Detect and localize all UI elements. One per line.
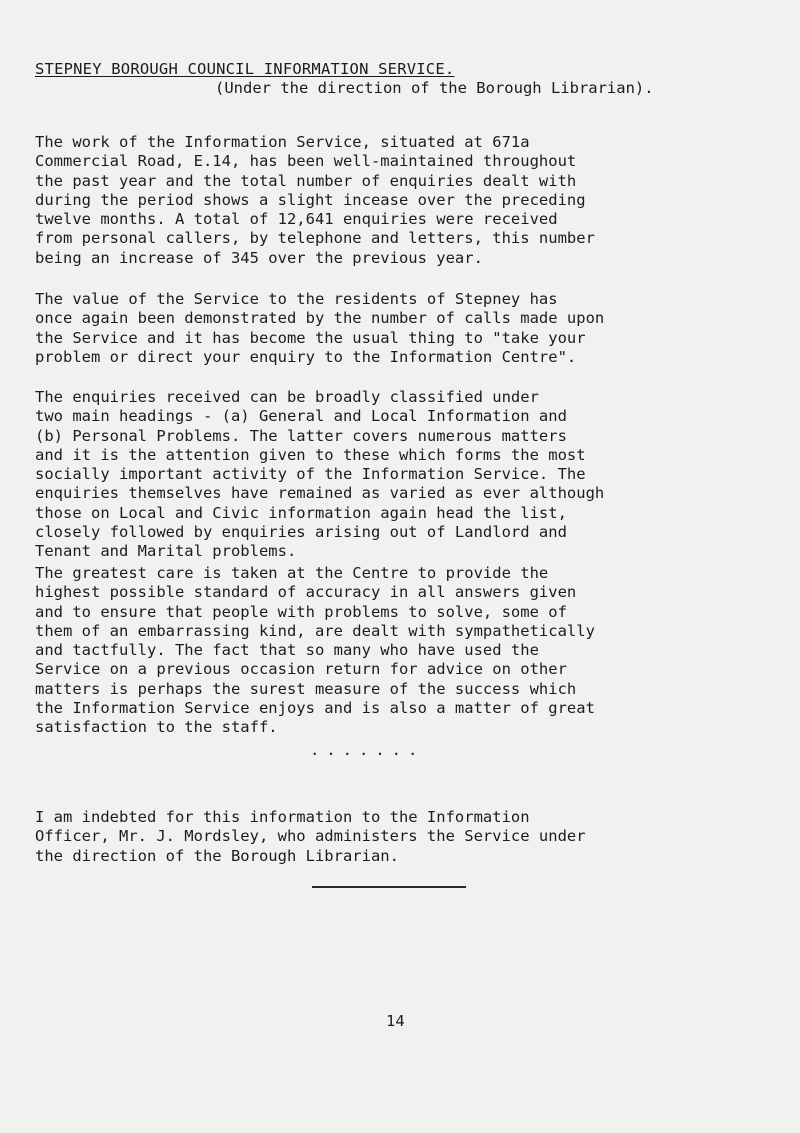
section-separator: ....... — [310, 741, 425, 759]
paragraph-enquiries-total: The work of the Information Service, situated at 671a Commercial Road, E.14, has been well-maintained throughout the past year and the total number of enquiries dealt with during the period shows a slight incease over the preceding twelve months. A total of 12,641 enquiries were received from personal callers, by telephone and letters, this number being an increase of 345 over the previous year. — [35, 133, 595, 267]
paragraph-service-value: The value of the Service to the residents of Stepney has once again been demonstrated by the number of calls made upon the Service and it has become the usual thing to "take your problem or direct your enquiry to the Information Centre". — [35, 290, 605, 366]
page-number: 14 — [386, 1012, 405, 1030]
document-title: STEPNEY BOROUGH COUNCIL INFORMATION SERVICE. — [35, 60, 455, 78]
document-subtitle: (Under the direction of the Borough Librarian). — [215, 79, 654, 97]
paragraph-enquiry-classification: The enquiries received can be broadly classified under two main headings - (a) General and Local Information and (b) Personal Problems. The latter covers numerous matters and it is the attention given to these which forms the most socially important activity of the Information Service. The enquiries themselves have remained as varied as ever although those on Local and Civic information again head the list, closely followed by enquiries arising out of Landlord and Tenant and Marital problems. — [35, 388, 605, 561]
paragraph-accuracy-care: The greatest care is taken at the Centre to provide the highest possible standard of accuracy in all answers given and to ensure that people with problems to solve, some of them of an embarrassing kind, are dealt with sympathetically and tactfully. The fact that so many who have used the Service on a previous occasion return for advice on other matters is perhaps the surest measure of the success which the Information Service enjoys and is also a matter of great satisfaction to the staff. — [35, 564, 595, 737]
paragraph-acknowledgement: I am indebted for this information to the Information Officer, Mr. J. Mordsley, who administers the Service under the direction of the Borough Librarian. — [35, 808, 586, 865]
closing-rule — [312, 886, 466, 888]
